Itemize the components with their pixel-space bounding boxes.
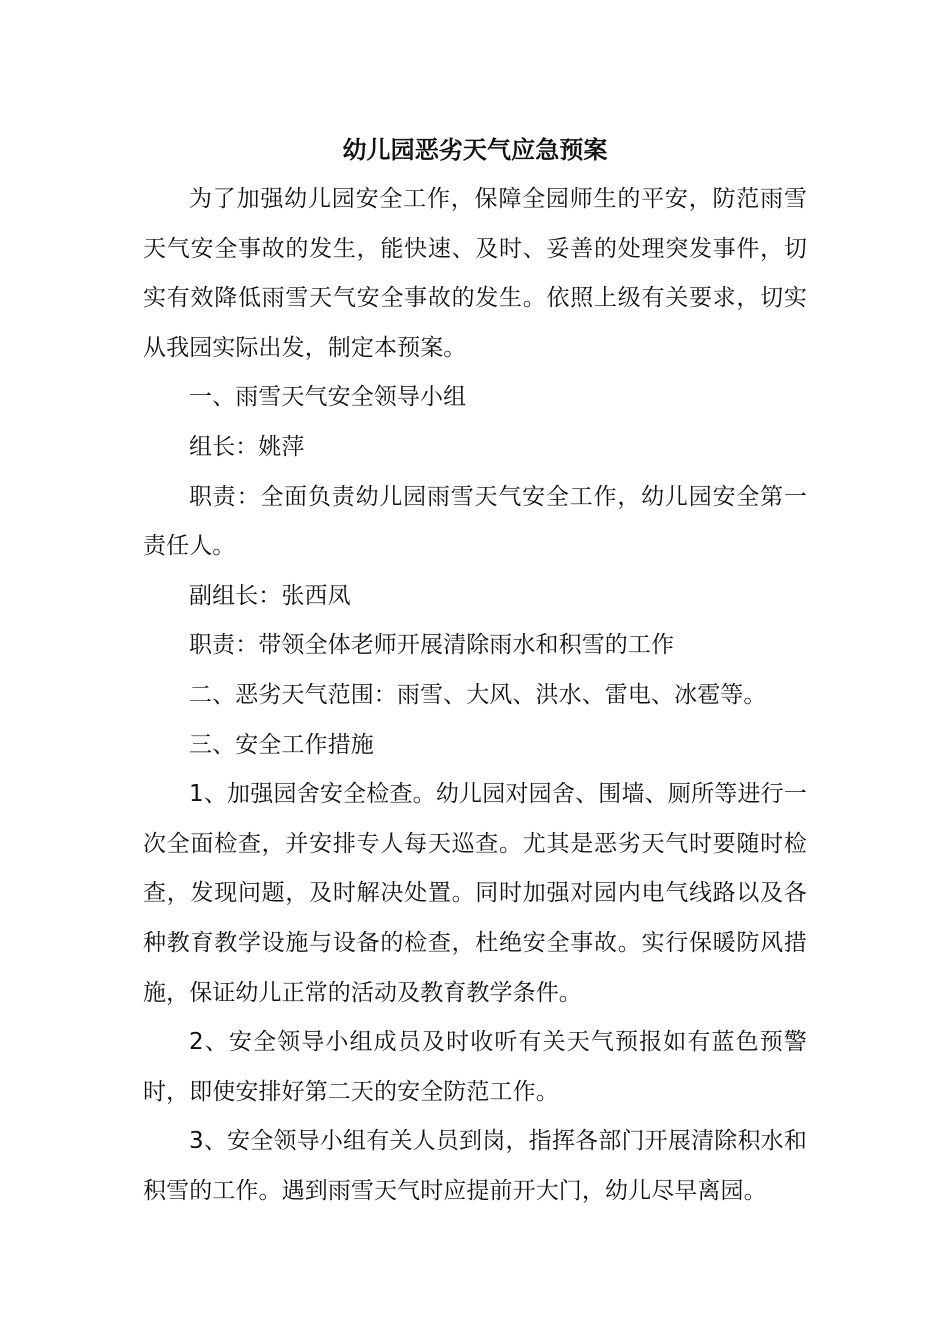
group-leader-duty: 职责：全面负责幼儿园雨雪天气安全工作，幼儿园安全第一责任人。 [143,483,807,560]
deputy-leader-duty: 职责：带领全体老师开展清除雨水和积雪的工作 [189,632,675,659]
group-leader-line: 组长：姚萍 [189,433,305,460]
measure-item-2: 2、安全领导小组成员及时收听有关天气预报如有蓝色预警时，即使安排好第二天的安全防范工作。 [143,1029,807,1105]
measure-item-3: 3、安全领导小组有关人员到岗，指挥各部门开展清除积水和积雪的工作。遇到雨雪天气时应提前开大门，幼儿尽早离园。 [143,1128,807,1204]
deputy-leader-line: 副组长：张西凤 [189,582,351,609]
section-heading-weather-scope: 二、恶劣天气范围：雨雪、大风、洪水、雷电、冰雹等。 [189,681,767,708]
section-heading-safety-measures: 三、安全工作措施 [189,731,374,758]
measure-item-1: 1、加强园舍安全检查。幼儿园对园舍、围墙、厕所等进行一次全面检查，并安排专人每天巡查。尤其是恶劣天气时要随时检查，发现问题，及时解决处置。同时加强对园内电气线路以及各种教育教学设施与设备的检查，杜绝安全事故。实行保暖防风措施，保证幼儿正常的活动及教育教学条件。 [143,781,807,1006]
document-body [143,128,807,1216]
section-heading-leadership-group: 一、雨雪天气安全领导小组 [189,384,467,411]
intro-paragraph: 为了加强幼儿园安全工作，保障全园师生的平安，防范雨雪天气安全事故的发生，能快速、及时、妥善的处理突发事件，切实有效降低雨雪天气安全事故的发生。依照上级有关要求，切实从我园实际出发，制定本预案。 [143,186,807,361]
document-title: 幼儿园恶劣天气应急预案 [342,136,608,164]
